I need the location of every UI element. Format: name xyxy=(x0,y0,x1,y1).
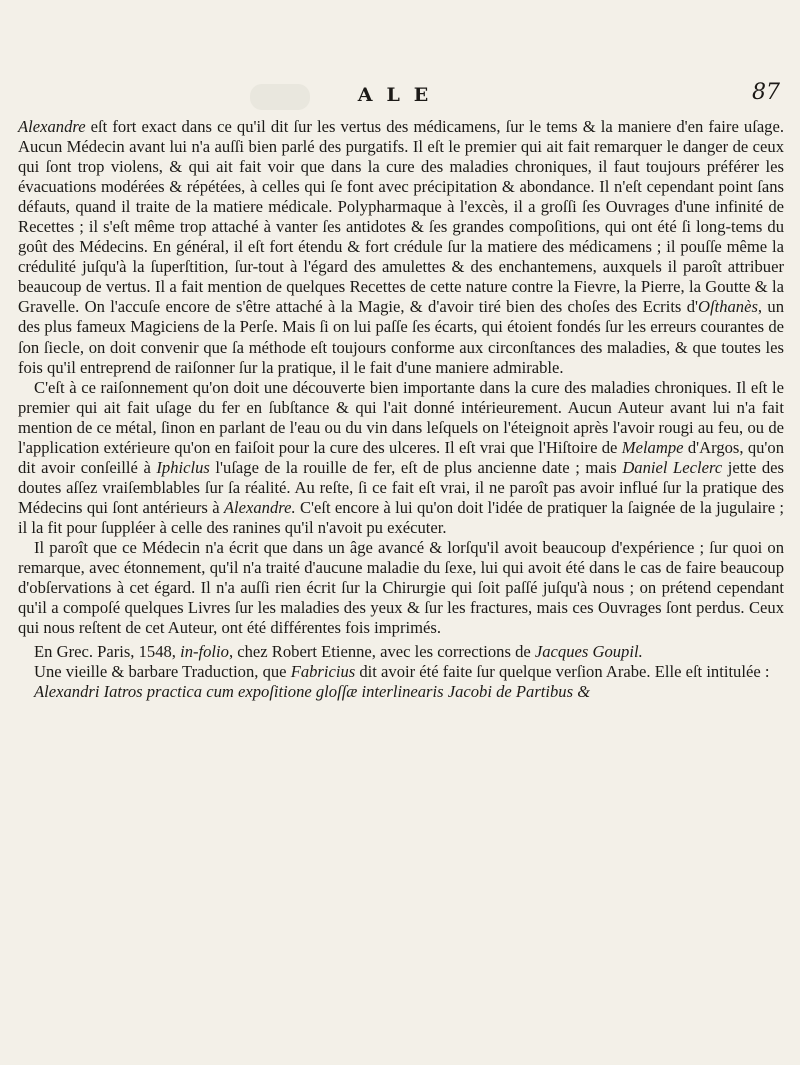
italic-text: in-folio xyxy=(180,642,229,662)
italic-text: Melampe xyxy=(621,437,684,457)
text-run: Une vieille & barbare Traduction, que xyxy=(34,662,291,682)
italic-text: Jacques Goupil. xyxy=(534,642,643,662)
page-header xyxy=(0,80,800,114)
paragraph-4-edition xyxy=(18,642,784,662)
body-text xyxy=(18,117,784,702)
text-run: C'eſt à ce raiſonnement qu'on doit une découverte bien importante dans la cure des maladies chroniques. Il eſt le premier qui ait fait uſage du fer en ſubſtance & qui l'ait donné intérieurement. Aucun Auteur avant lui n'a fait mention de ce métal, ſinon en parlant de l'eau ou du vin dans leſquels on l'éteignoit après l'avoir rougi au feu, ou de l'application extérieure qu'on en faiſoit pour la cure des ulceres. Il eſt vrai que l'Hiſtoire de xyxy=(18,377,784,457)
italic-text: Oſthanès xyxy=(698,297,758,317)
italic-text: Fabricius xyxy=(290,662,356,682)
italic-text: Alexandre xyxy=(18,117,86,136)
italic-text: Alexandri Iatros practica cum expoſitione gloſſæ interlinearis Jacobi de Partibus & xyxy=(34,682,591,702)
text-run: dit avoir été faite ſur quelque verſion Arabe. Elle eſt intitulée : xyxy=(355,662,770,682)
text-run: d'Argos, qu'on dit avoir conſeillé à xyxy=(18,437,785,477)
paragraph-5-translation xyxy=(18,662,784,682)
text-run: jette des doutes aſſez vraiſemblables ſur ſa réalité. Au reſte, ſi ce fait eſt vrai, il ne paroît pas avoir influé ſur la pratique des Médecins qui ſont antérieurs à xyxy=(18,457,785,517)
paragraph-3 xyxy=(18,538,784,638)
italic-text: Daniel Leclerc xyxy=(622,457,723,477)
italic-text: Alexandre. xyxy=(223,497,296,517)
page-number: 87 xyxy=(752,80,780,105)
text-run: En Grec. Paris, 1548, xyxy=(34,642,181,662)
paragraph-1 xyxy=(18,117,784,378)
paragraph-6-latin-title xyxy=(18,682,784,702)
text-run: , un des plus fameux Magiciens de la Perſe. Mais ſi on lui paſſe ſes écarts, qui étoient fondés ſur les erreurs courantes de ſon ſiecle, on doit convenir que ſa méthode eſt toujours conforme aux circonſtances des maladies, & que toutes les fois qu'il entreprend de raiſonner ſur la pratique, il le fait d'une maniere admirable. xyxy=(18,297,784,377)
running-head: ALE xyxy=(357,84,443,106)
text-run: , chez Robert Etienne, avec les corrections de xyxy=(228,642,535,662)
paragraph-2 xyxy=(18,378,784,538)
text-run: l'uſage de la rouille de fer, eſt de plus ancienne date ; mais xyxy=(209,457,623,477)
text-run: C'eſt encore à lui qu'on doit l'idée de pratiquer la ſaignée de la jugulaire ; il la fit pour ſuppléer à celle des ranines qu'il n'avoit pu exécuter. xyxy=(18,497,784,537)
italic-text: Iphiclus xyxy=(156,457,210,477)
text-run: Il paroît que ce Médecin n'a écrit que dans un âge avancé & lorſqu'il avoit beaucoup d'expérience ; ſur quoi on remarque, avec étonnement, qu'il n'a traité d'aucune maladie du ſexe, lui qui avoit été dans le cas de faire beaucoup d'obſervations à cet égard. Il n'a auſſi rien écrit ſur la Chirurgie qui ſoit paſſé juſqu'à nous ; on prétend cependant qu'il a compoſé quelques Livres ſur les maladies des yeux & ſur les fractures, mais ces Ouvrages ſont perdus. Ceux qui nous reſtent de cet Auteur, ont été différentes fois imprimés. xyxy=(18,537,784,638)
text-run: eſt fort exact dans ce qu'il dit ſur les vertus des médicamens, ſur le tems & la maniere d'en faire uſage. Aucun Médecin avant lui n'a auſſi bien parlé des purgatifs. Il eſt le premier qui ait fait remarquer le danger de ceux qui ſont trop violens, & qui ait fait voir que dans la cure des maladies chroniques, il faut toujours préférer les évacuations modérées & répétées, à celles qui ſe font avec précipitation & abondance. Il n'eſt cependant point ſans défauts, quand il traite de la matiere médicale. Polypharmaque à l'excès, il a groſſi ſes Ouvrages d'une infinité de Recettes ; il s'eſt même trop attaché à vanter ſes antidotes & ſes grandes compoſitions, qui ont été ſi long-tems du goût des Médecins. En général, il eſt fort étendu & fort crédule ſur la matiere des médicamens ; il pouſſe même la crédulité juſqu'à la ſuperſtition, ſur-tout à l'égard des amulettes & des enchantemens, auxquels il paroît attribuer beaucoup de vertus. Il a fait mention de quelques Recettes de cette nature contre la Fievre, la Pierre, la Goutte & la Gravelle. On l'accuſe encore de s'être attaché à la Magie, & d'avoir tiré bien des choſes des Ecrits d' xyxy=(18,117,784,317)
